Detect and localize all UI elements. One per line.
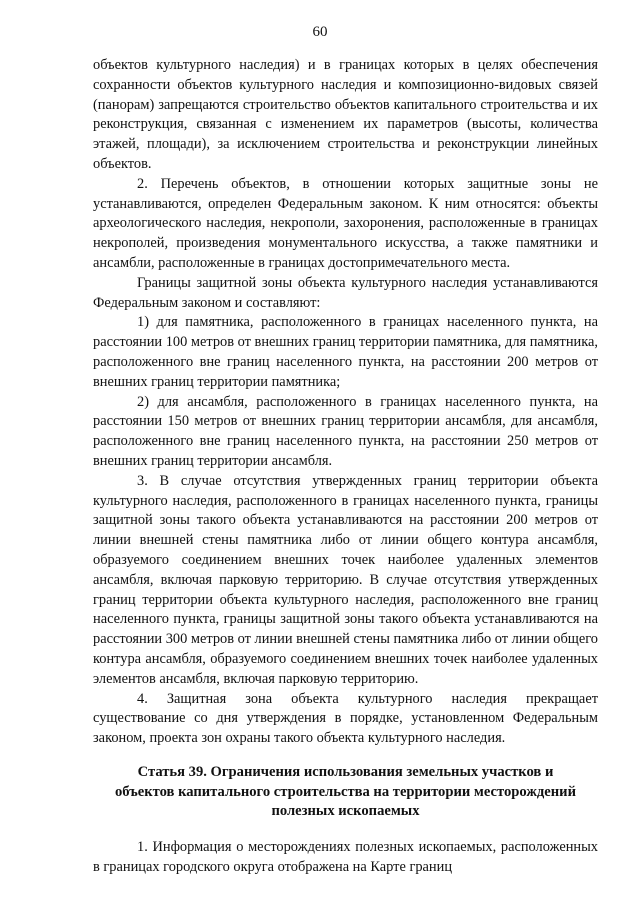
paragraph-continuation: объектов культурного наследия) и в границах которых в целях обеспечения сохранности объектов культурного наследия и композиционно-видовых связей (панорам) запрещаются строительство объектов капитального строительства и их реконструкция, связанная с изменением их параметров (высоты, количества этажей, площади), за исключением строительства и реконструкции линейных объектов.	[93, 57, 598, 172]
article-heading: Статья 39. Ограничения использования земельных участков и объектов капитального строительства на территории месторождений полезных ископаемых	[115, 763, 576, 820]
paragraph-item-2: 2) для ансамбля, расположенного в границах населенного пункта, на расстоянии 150 метров от внешних границ территории ансамбля, для ансамбля, расположенного вне границ населенного пункта, на расстоянии 250 метров от внешних границ территории ансамбля.	[93, 393, 598, 469]
paragraph-boundaries: Границы защитной зоны объекта культурного наследия устанавливаются Федеральным законом и составляют:	[93, 274, 598, 311]
page-number: 60	[312, 24, 328, 40]
paragraph-3: 3. В случае отсутствия утвержденных границ территории объекта культурного наследия, расположенного в границах населенного пункта, границы защитной зоны такого объекта устанавливаются на расстоянии 200 метров от линии внешней стены памятника либо от линии общего контура ансамбля, образуемого соединением внешних точек наиболее удаленных элементов ансамбля, включая парковую территорию. В случае отсутствия утвержденных границ территории объекта культурного наследия, расположенного вне границ населенного пункта, границы защитной зоны такого объекта устанавливаются на расстоянии 300 метров от линии внешней стены памятника либо от линии общего контура ансамбля, образуемого соединением внешних точек наиболее удаленных элементов ансамбля, включая парковую территорию.	[93, 472, 598, 687]
paragraph-2: 2. Перечень объектов, в отношении которых защитные зоны не устанавливаются, определен Федеральным законом. К ним относятся: объекты археологического наследия, некрополи, захоронения, расположенные в границах некрополей, произведения монументального искусства, а также памятники и ансамбли, расположенные в границах достопримечательного места.	[93, 175, 598, 271]
paragraph-article-39-1: 1. Информация о месторождениях полезных ископаемых, расположенных в границах городского округа отображена на Карте границ	[93, 839, 598, 876]
paragraph-4: 4. Защитная зона объекта культурного наследия прекращает существование со дня утверждения в порядке, установленном Федеральным законом, проекта зон охраны такого объекта культурного наследия.	[93, 690, 598, 747]
document-body	[93, 56, 598, 878]
paragraph-item-1: 1) для памятника, расположенного в границах населенного пункта, на расстоянии 100 метров от внешних границ территории памятника, для памятника, расположенного вне границ населенного пункта, на расстоянии 200 метров от внешних границ территории памятника;	[93, 314, 598, 390]
